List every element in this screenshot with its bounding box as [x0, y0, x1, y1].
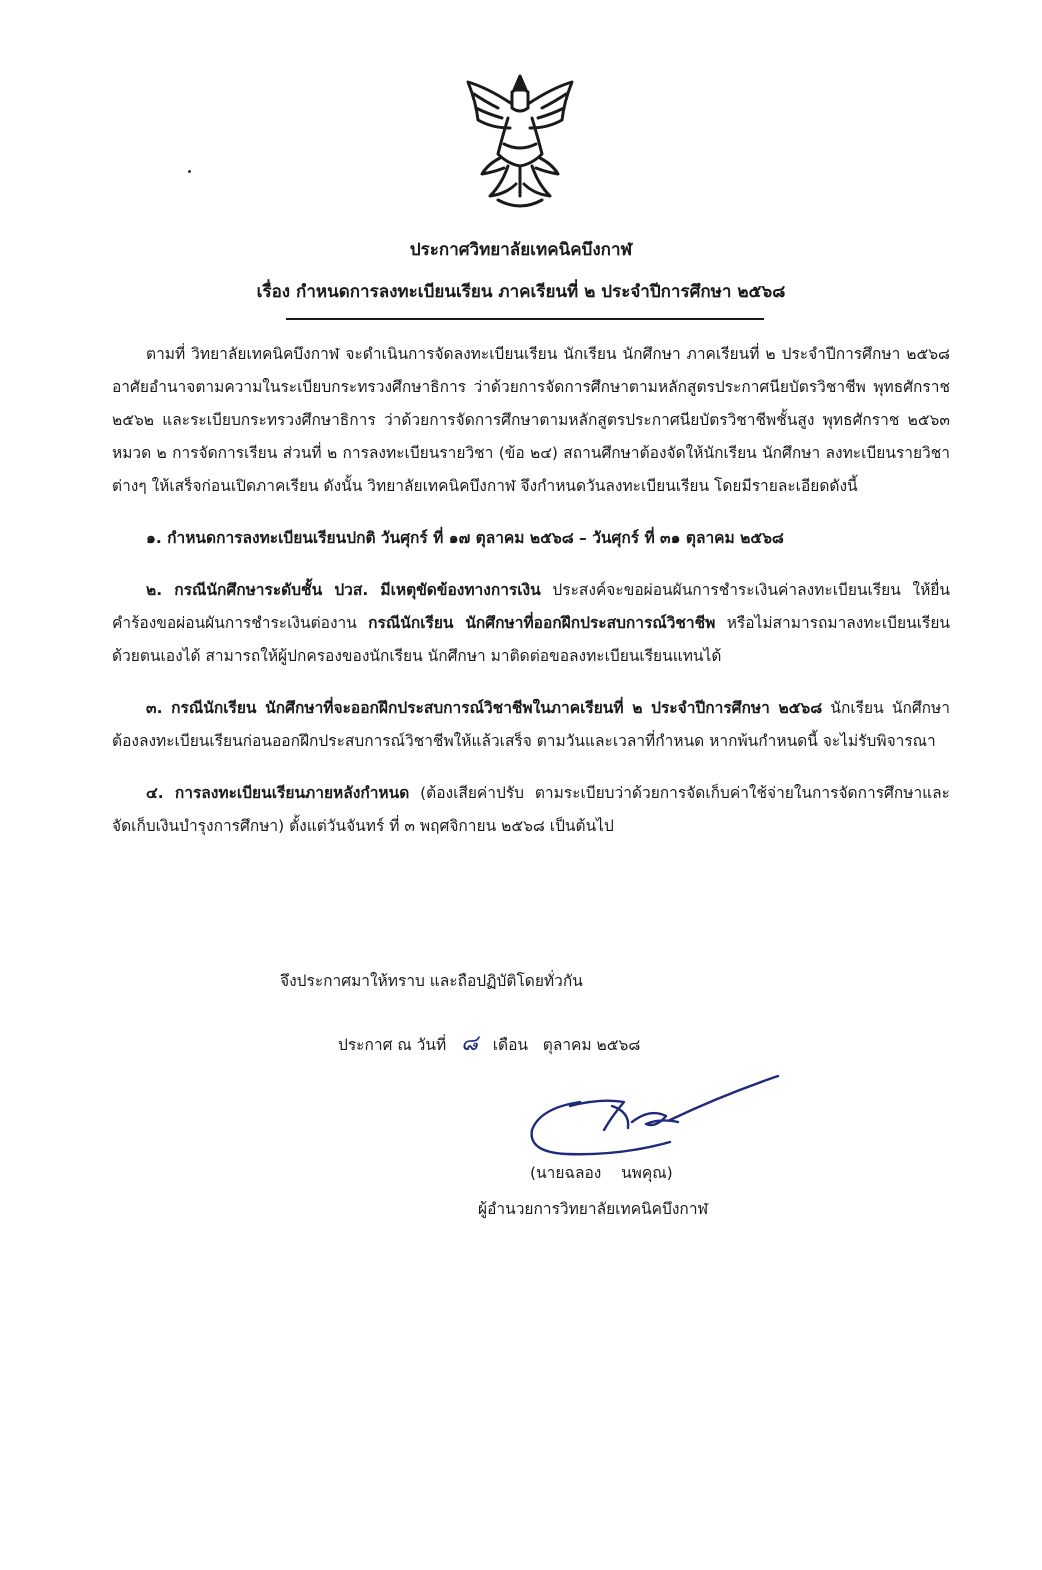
item-3 [112, 692, 950, 758]
announcement-title: ประกาศวิทยาลัยเทคนิคบึงกาฬ [409, 240, 633, 260]
item-2-heading: ๒. กรณีนักศึกษาระดับชั้น ปวส. มีเหตุขัดข้องทางการเงิน [146, 581, 541, 599]
announcement-date [338, 1025, 640, 1060]
item-1: ๑. กำหนดการลงทะเบียนเรียนปกติ วันศุกร์ ที่ ๑๗ ตุลาคม ๒๕๖๘ – วันศุกร์ ที่ ๓๑ ตุลาคม ๒๕๖๘ [146, 529, 784, 547]
intro-paragraph: ตามที่ วิทยาลัยเทคนิคบึงกาฬ จะดำเนินการจัดลงทะเบียนเรียน นักเรียน นักศึกษา ภาคเรียนที่ ๒ ประจำปีการศึกษา ๒๕๖๘ อาศัยอำนาจตามความในระเบียบกระทรวงศึกษาธิการ ว่าด้วยการจัดการศึกษาตามหลักสูตรประกาศนียบัตรวิชาชีพ พุทธศักราช ๒๕๖๒ และระเบียบกระทรวงศึกษาธิการ ว่าด้วยการจัดการศึกษาตามหลักสูตรประกาศนียบัตรวิชาชีพชั้นสูง พุทธศักราช ๒๕๖๓ หมวด ๒ การจัดการเรียน ส่วนที่ ๒ การลงทะเบียนรายวิชา (ข้อ ๒๔) สถานศึกษาต้องจัดให้นักเรียน นักศึกษา ลงทะเบียนรายวิชาต่างๆ ให้เสร็จก่อนเปิดภาคเรียน ดังนั้น วิทยาลัยเทคนิคบึงกาฬ จึงกำหนดวันลงทะเบียนเรียน โดยมีรายละเอียดดังนี้ [112, 345, 950, 495]
scan-speck [188, 170, 191, 173]
item-2-subheading: กรณีนักเรียน นักศึกษาที่ออกฝึกประสบการณ์วิชาชีพ [368, 614, 716, 632]
month-year: ตุลาคม ๒๕๖๘ [542, 1036, 641, 1054]
item-2 [112, 574, 950, 673]
item-2-text-1: ประสงค์จะขอผ่อนผันการชำระเงินค่าลงทะเบียนเรียน ให้ยื่นคำร้องขอผ่อนผันการชำระเงินต่องาน [112, 581, 951, 632]
item-3-heading: ๓. กรณีนักเรียน นักศึกษาที่จะออกฝึกประสบการณ์วิชาชีพในภาคเรียนที่ ๒ ประจำปีการศึกษา ๒๕๖๘ [146, 699, 823, 717]
announcement-subject: เรื่อง กำหนดการลงทะเบียนเรียน ภาคเรียนที่ ๒ ประจำปีการศึกษา ๒๕๖๘ [256, 282, 786, 302]
date-prefix: ประกาศ ณ วันที่ [338, 1036, 447, 1054]
signatory-position: ผู้อำนวยการวิทยาลัยเทคนิคบึงกาฬ [478, 1200, 709, 1218]
title-underline [286, 318, 764, 320]
item-4-heading: ๔. การลงทะเบียนเรียนภายหลังกำหนด [146, 784, 410, 802]
item-4 [112, 777, 950, 843]
closing-statement: จึงประกาศมาให้ทราบ และถือปฏิบัติโดยทั่วกัน [280, 972, 583, 990]
announcement-body [112, 338, 950, 843]
item-4-text: (ต้องเสียค่าปรับ ตามระเบียบว่าด้วยการจัดเก็บค่าใช้จ่ายในการจัดการศึกษาและจัดเก็บเงินบำรุงการศึกษา) ตั้งแต่วันจันทร์ ที่ ๓ พฤศจิกายน ๒๕๖๘ เป็นต้นไป [112, 784, 950, 835]
signatory-name: (นายฉลอง นพคุณ) [530, 1164, 673, 1182]
garuda-emblem-icon [458, 68, 582, 218]
month-label: เดือน [492, 1036, 528, 1054]
item-2-text-2: หรือไม่สามารถมาลงทะเบียนเรียนด้วยตนเองได้ สามารถให้ผู้ปกครองของนักเรียน นักศึกษา มาติดต่อขอลงทะเบียนเรียนแทนได้ [112, 614, 950, 665]
handwritten-signature [520, 1072, 782, 1162]
item-3-text: นักเรียน นักศึกษาต้องลงทะเบียนเรียนก่อนออกฝึกประสบการณ์วิชาชีพให้แล้วเสร็จ ตามวันและเวลาที่กำหนด หากพ้นกำหนดนี้ จะไม่รับพิจารณา [112, 699, 950, 750]
handwritten-day: ๘ [460, 1031, 478, 1056]
